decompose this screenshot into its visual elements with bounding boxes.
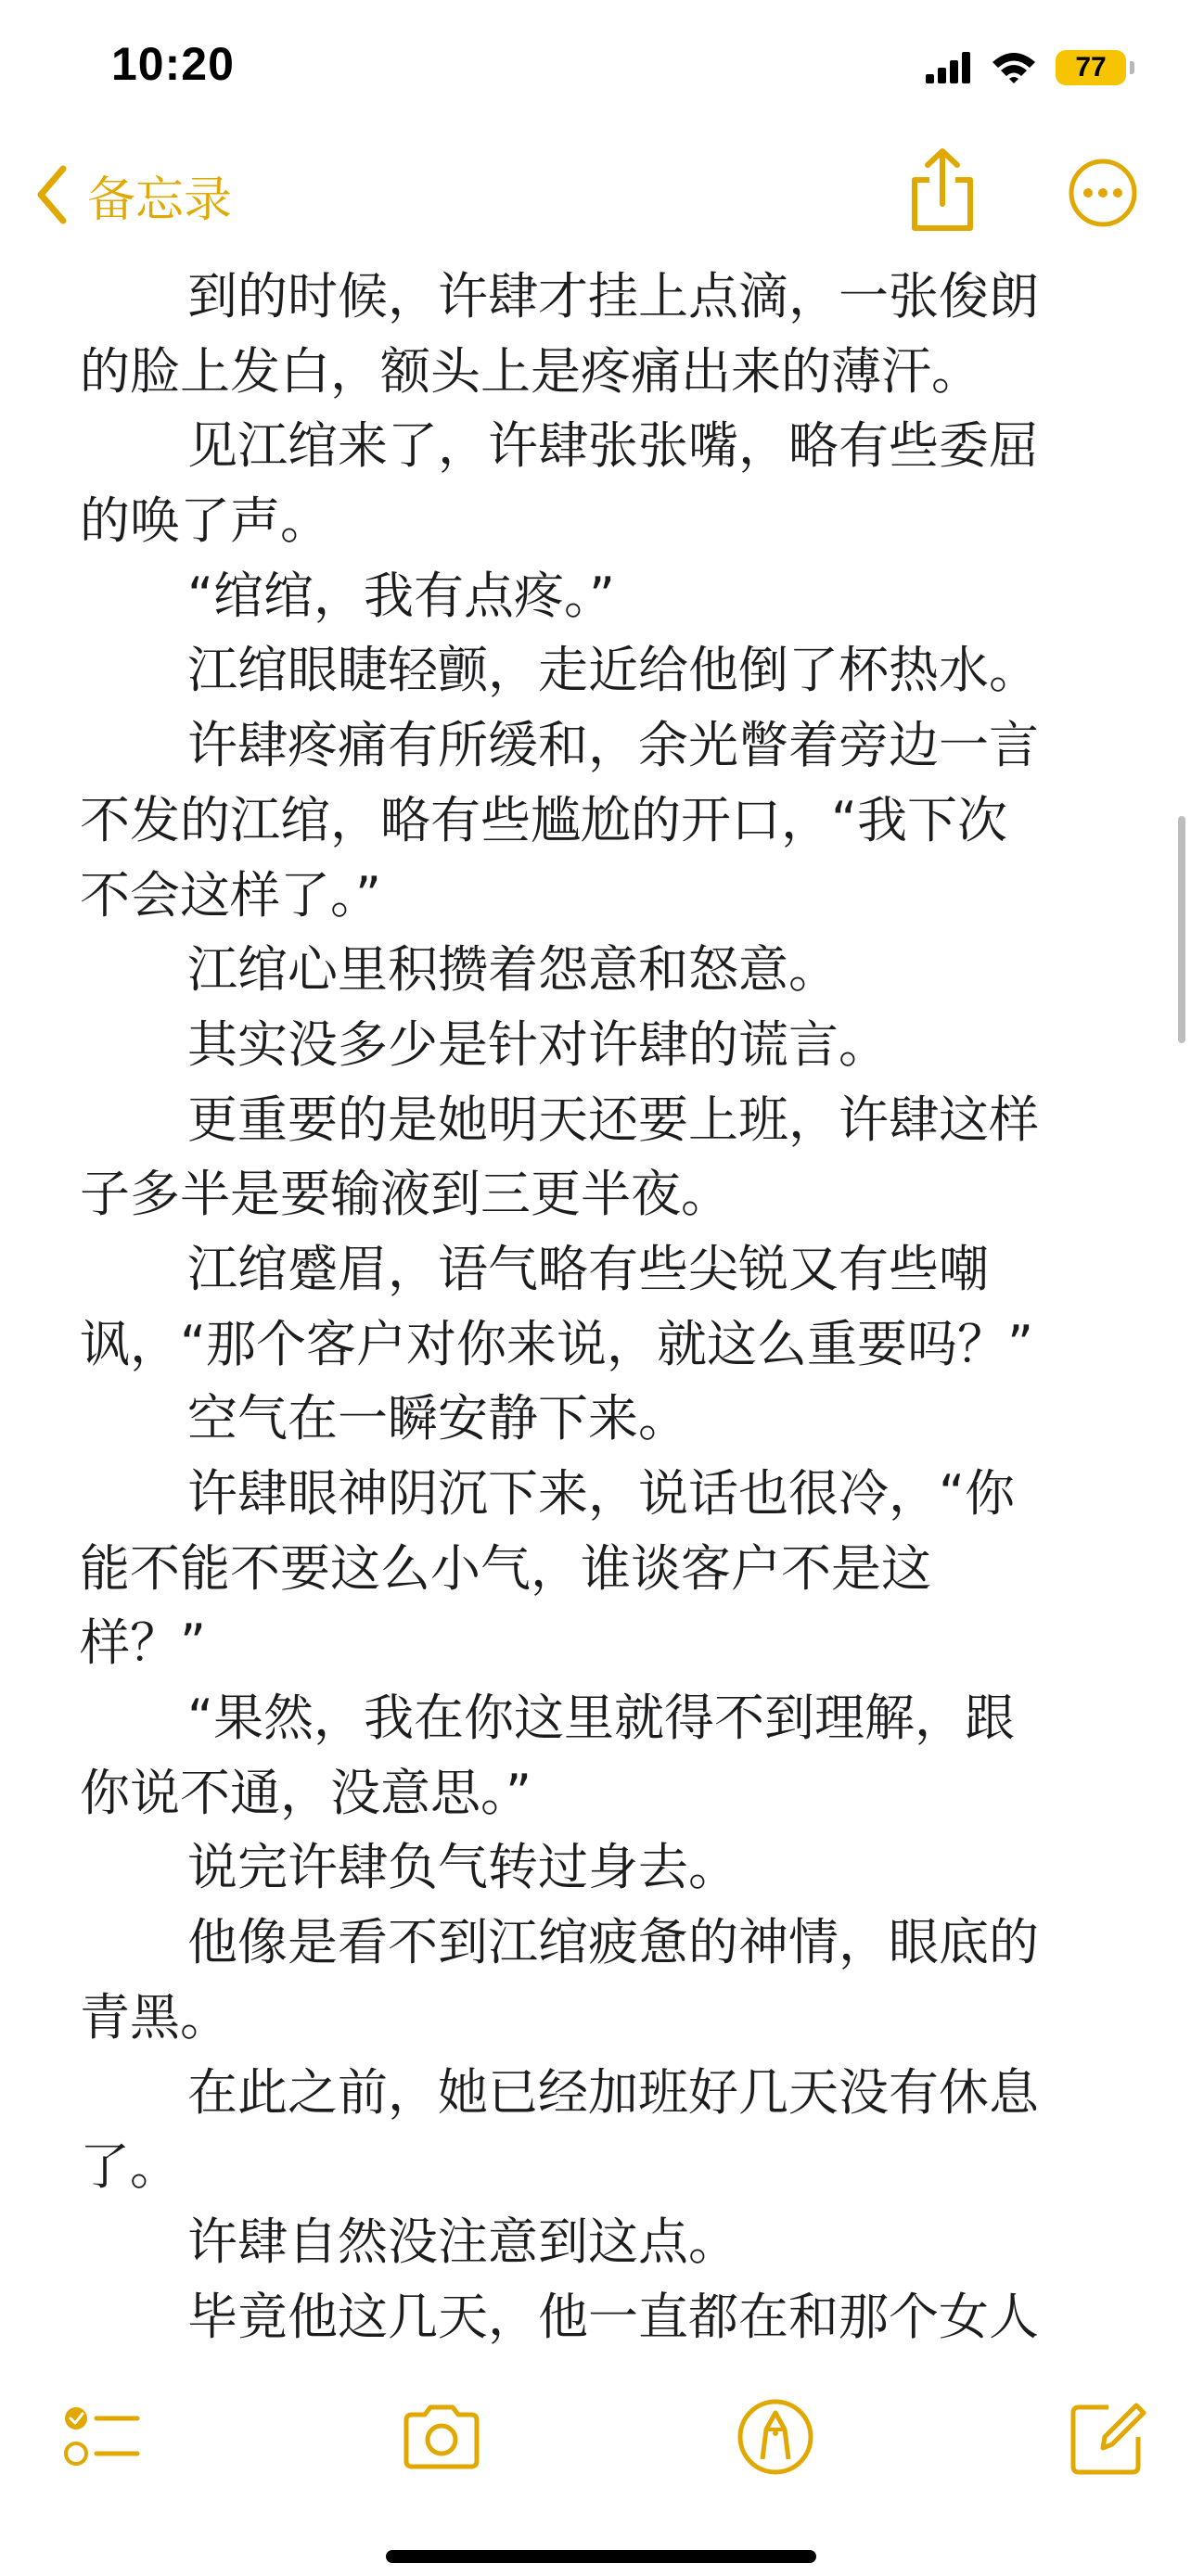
- note-line: 江绾心里积攒着怨意和怒意。: [187, 940, 839, 1000]
- note-line: 江绾蹙眉，语气略有些尖锐又有些嘲: [187, 1239, 989, 1298]
- note-body[interactable]: [80, 260, 1128, 2365]
- note-line: 空气在一瞬安静下来。: [187, 1389, 688, 1448]
- wifi-icon: [991, 51, 1037, 84]
- note-line: 了。: [80, 2137, 180, 2197]
- note-line: 更重要的是她明天还要上班，许肆这样: [187, 1090, 1039, 1149]
- status-time: 10:20: [111, 38, 235, 90]
- battery-icon: [1056, 50, 1126, 85]
- share-button[interactable]: [905, 147, 980, 236]
- chevron-left-icon: [35, 165, 69, 224]
- status-bar: [0, 0, 1191, 130]
- note-line: 的脸上发白，额头上是疼痛出来的薄汗。: [80, 341, 981, 401]
- note-line: 不会这样了。”: [80, 865, 381, 925]
- camera-button[interactable]: [397, 2392, 486, 2481]
- more-button[interactable]: [1068, 158, 1138, 228]
- note-line: 江绾眼睫轻颤，走近给他倒了杯热水。: [187, 641, 1039, 700]
- home-indicator[interactable]: [386, 2550, 816, 2563]
- note-line: 讽，“那个客户对你来说，就这么重要吗？”: [80, 1314, 1033, 1373]
- note-line: 在此之前，她已经加班好几天没有休息: [187, 2062, 1039, 2122]
- note-line: 毕竟他这几天，他一直都在和那个女人: [187, 2287, 1039, 2346]
- note-line: 许肆眼神阴沉下来，说话也很冷，“你: [187, 1464, 1015, 1523]
- checklist-icon: [56, 2392, 145, 2481]
- compose-icon: [1062, 2392, 1151, 2481]
- markup-pen-icon: [731, 2392, 820, 2481]
- compose-button[interactable]: [1062, 2392, 1151, 2481]
- note-line: 的唤了声。: [80, 491, 330, 551]
- note-line: 其实没多少是针对许肆的谎言。: [187, 1014, 889, 1074]
- note-line: 见江绾来了，许肆张张嘴，略有些委屈: [187, 416, 1039, 476]
- note-line: 许肆疼痛有所缓和，余光瞥着旁边一言: [187, 716, 1039, 775]
- note-line: “绾绾，我有点疼。”: [187, 566, 615, 625]
- markup-button[interactable]: [731, 2392, 820, 2481]
- note-line: “果然，我在你这里就得不到理解，跟: [187, 1689, 1015, 1748]
- signal-icon: [926, 52, 972, 83]
- note-line: 样？”: [80, 1613, 206, 1673]
- note-line: 他像是看不到江绾疲惫的神情，眼底的: [187, 1913, 1039, 1972]
- checklist-button[interactable]: [56, 2392, 145, 2481]
- note-line: 不发的江绾，略有些尴尬的开口，“我下次: [80, 790, 1007, 849]
- note-line: 能不能不要这么小气，谁谈客户不是这: [80, 1538, 931, 1598]
- share-icon: [905, 147, 980, 236]
- back-button[interactable]: [35, 158, 232, 232]
- scroll-indicator[interactable]: [1178, 816, 1185, 1043]
- battery-level: 77: [1075, 52, 1107, 83]
- note-line: 许肆自然没注意到这点。: [187, 2212, 738, 2271]
- status-icons: [926, 45, 1126, 91]
- note-line: 子多半是要输液到三更半夜。: [80, 1165, 731, 1224]
- battery-nub: [1130, 61, 1134, 74]
- bottom-toolbar: [0, 2355, 1191, 2576]
- more-icon: [1068, 158, 1138, 228]
- nav-bar: [0, 139, 1191, 250]
- note-line: 你说不通，没意思。”: [80, 1763, 531, 1822]
- camera-icon: [397, 2392, 486, 2481]
- note-line: 到的时候，许肆才挂上点滴，一张俊朗: [187, 267, 1039, 325]
- note-line: 青黑。: [80, 1987, 230, 2047]
- note-line: 说完许肆负气转过身去。: [187, 1838, 738, 1897]
- back-label: 备忘录: [87, 172, 233, 228]
